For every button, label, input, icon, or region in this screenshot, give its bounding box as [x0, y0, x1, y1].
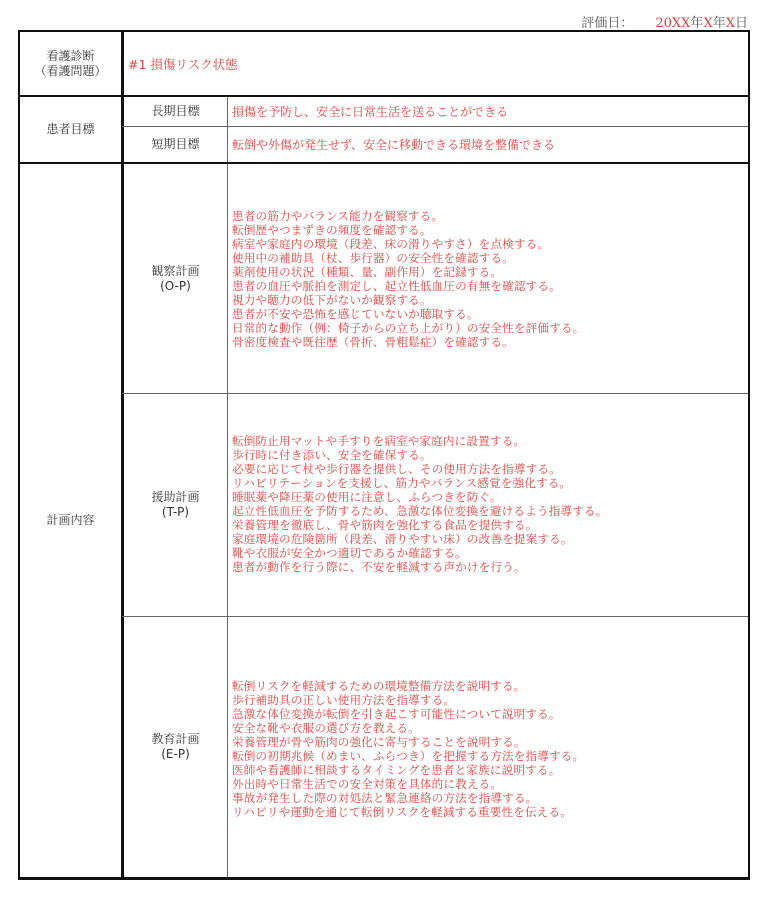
eval-month: X — [703, 16, 713, 31]
education-plan-code: (E-P) — [161, 747, 190, 761]
list-item: 栄養管理を徹底し、骨や筋肉を強化する食品を提供する。 — [232, 518, 538, 532]
short-term-goal-label-cell — [124, 127, 227, 162]
observation-plan-code: (O-P) — [160, 278, 191, 293]
eval-year-unit: 年 — [690, 16, 704, 31]
long-term-goal-value: 損傷を予防し、安全に日常生活を送ることができる — [232, 104, 509, 119]
short-term-goal-value: 転倒や外傷が発生せず、安全に移動できる環境を整備できる — [232, 138, 556, 152]
list-item: 睡眠薬や降圧薬の使用に注意し、ふらつきを防ぐ。 — [232, 490, 502, 504]
list-item: 視力や聴力の低下がないか観察する。 — [232, 293, 432, 307]
treatment-plan-label: 援助計画 — [151, 490, 200, 504]
education-plan-cell — [228, 617, 748, 877]
list-item: 転倒の初期兆候（めまい、ふらつき）を把握する方法を指導する。 — [232, 749, 585, 763]
observation-plan-cell — [228, 164, 748, 393]
list-item: リハビリテーションを支援し、筋力やバランス感覚を強化する。 — [232, 476, 572, 490]
care-plan-table — [18, 30, 750, 880]
list-item: 薬剤使用の状況（種類、量、副作用）を記録する。 — [232, 265, 503, 279]
list-item: 家庭環境の危険箇所（段差、滑りやすい床）の改善を提案する。 — [232, 532, 573, 546]
eval-month-unit: 年 — [712, 16, 726, 31]
diagnosis-sublabel: （看護問題） — [34, 63, 107, 78]
treatment-plan-label-cell — [124, 394, 227, 616]
plan-content-label-cell — [20, 164, 121, 877]
list-item: 使用中の補助具（杖、歩行器）の安全性を確認する。 — [232, 251, 514, 265]
treatment-plan-code: (T-P) — [161, 505, 190, 519]
list-item: リハビリや運動を通じて転倒リスクを軽減する重要性を伝える。 — [232, 805, 572, 819]
education-plan-label: 教育計画 — [151, 732, 200, 746]
list-item: 患者の筋力やバランス能力を観察する。 — [232, 209, 444, 223]
list-item: 靴や衣服が安全かつ適切であるか確認する。 — [232, 546, 467, 560]
list-item: 転倒リスクを軽減するための環境整備方法を説明する。 — [232, 679, 526, 693]
eval-year-prefix: 20 — [655, 16, 672, 31]
list-item: 栄養管理が骨や筋肉の強化に寄与することを説明する。 — [232, 735, 526, 749]
diagnosis-value: #1 損傷リスク状態 — [128, 56, 238, 72]
list-item: 安全な靴や衣服の選び方を教える。 — [232, 721, 420, 735]
long-term-goal-label-cell — [124, 96, 227, 126]
long-term-goal-label: 長期目標 — [151, 103, 200, 118]
short-term-goal-value-cell — [228, 127, 748, 162]
diagnosis-label: 看護診断 — [46, 48, 95, 63]
short-term-goal-label: 短期目標 — [151, 137, 200, 151]
list-item: 急激な体位変換が転倒を引き起こす可能性について説明する。 — [232, 707, 561, 721]
evaluation-date-label: 評価日： — [581, 16, 634, 31]
list-item: 外出時や日常生活での安全対策を具体的に教える。 — [232, 777, 503, 791]
list-item: 患者の血圧や脈拍を測定し、起立性低血圧の有無を確認する。 — [232, 279, 561, 293]
list-item: 患者が動作を行う際に、不安を軽減する声かけを行う。 — [232, 560, 526, 574]
list-item: 歩行時に付き添い、安全を確保する。 — [232, 448, 432, 462]
observation-plan-label: 観察計画 — [151, 263, 200, 278]
eval-year: XX — [671, 16, 691, 31]
observation-plan-label-cell — [124, 164, 227, 393]
long-term-goal-value-cell — [228, 96, 748, 126]
treatment-plan-list — [232, 434, 607, 574]
eval-day: X — [725, 16, 735, 31]
list-item: 患者が不安や恐怖を感じていないか聴取する。 — [232, 307, 479, 321]
list-item: 必要に応じて杖や歩行器を提供し、その使用方法を指導する。 — [232, 462, 561, 476]
plan-content-label: 計画内容 — [46, 513, 95, 527]
list-item: 歩行補助具の正しい使用方法を指導する。 — [232, 693, 456, 707]
treatment-plan-cell — [228, 394, 748, 616]
list-item: 医師や看護師に相談するタイミングを患者と家族に説明する。 — [232, 763, 561, 777]
patient-goals-label: 患者目標 — [46, 121, 95, 136]
education-plan-list — [232, 679, 584, 819]
evaluation-date — [581, 12, 748, 31]
diagnosis-value-cell — [124, 32, 744, 95]
eval-day-unit: 日 — [734, 16, 748, 31]
list-item: 骨密度検査や既往歴（骨折、骨粗鬆症）を確認する。 — [232, 335, 514, 349]
diagnosis-label-cell — [20, 32, 121, 95]
list-item: 病室や家庭内の環境（段差、床の滑りやすさ）を点検する。 — [232, 237, 550, 251]
list-item: 事故が発生した際の対処法と緊急連絡の方法を指導する。 — [232, 791, 538, 805]
education-plan-label-cell — [124, 617, 227, 877]
patient-goals-label-cell — [20, 96, 121, 162]
list-item: 起立性低血圧を予防するため、急激な体位変換を避けるよう指導する。 — [232, 504, 608, 518]
observation-plan-list — [232, 209, 584, 349]
list-item: 転倒歴やつまずきの頻度を確認する。 — [232, 223, 432, 237]
list-item: 転倒防止用マットや手すりを病室や家庭内に設置する。 — [232, 434, 526, 448]
list-item: 日常的な動作（例：椅子からの立ち上がり）の安全性を評価する。 — [232, 321, 585, 335]
